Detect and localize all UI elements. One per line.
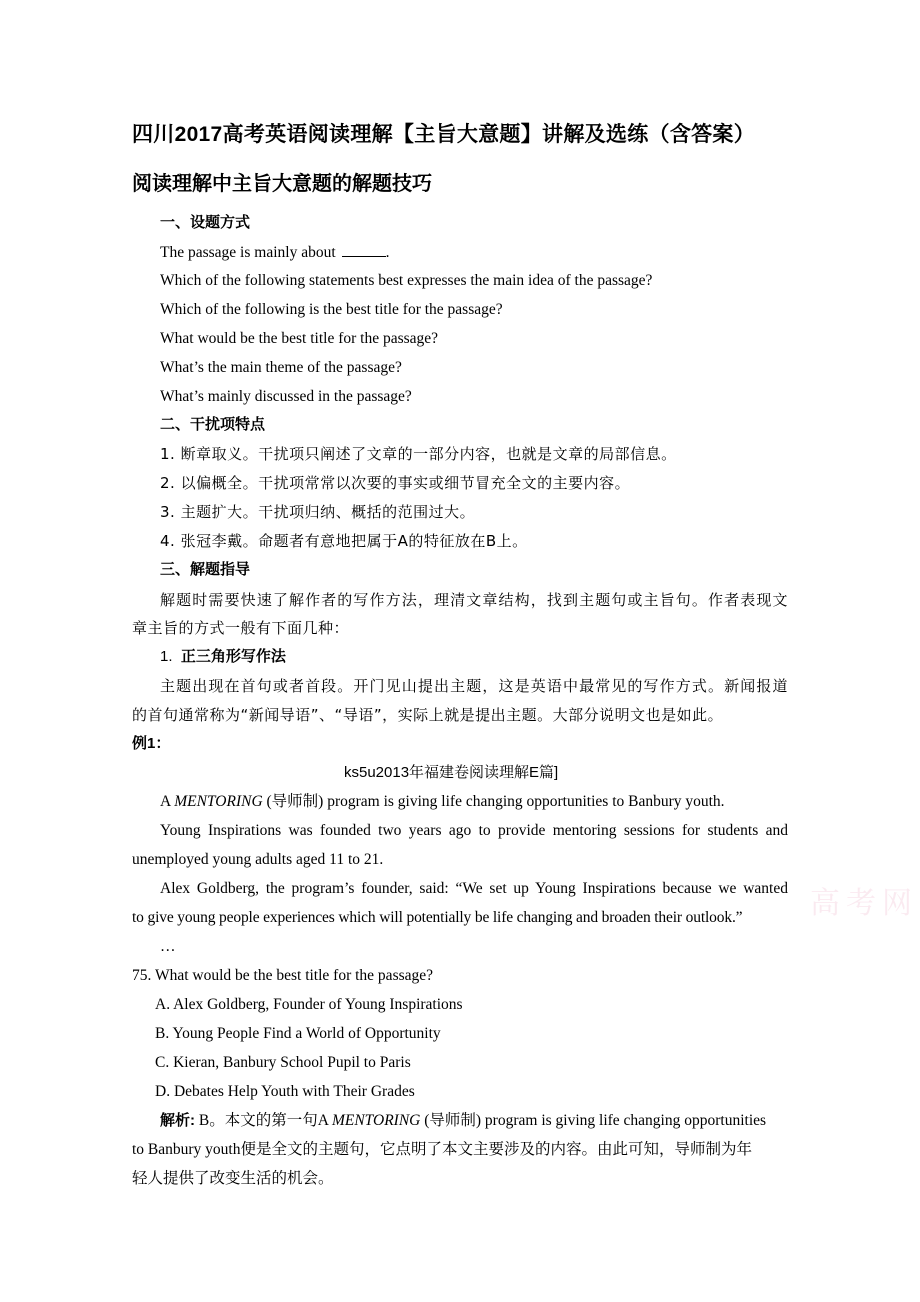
watermark: 高考网 xyxy=(810,886,918,921)
section-heading-question-forms: 一、设题方式 xyxy=(160,214,251,231)
analysis-rest: (导师制) program is giving life changing opportunities xyxy=(420,1112,767,1129)
method-desc-line-1: 主题出现在首句或者首段。开门见山提出主题，这是英语中最常见的写作方式。新闻报道 xyxy=(160,677,788,695)
distractor-item-1: 1. 断章取义。干扰项只阐述了文章的一部分内容，也就是文章的局部信息。 xyxy=(160,445,677,463)
example-paragraph-3-line-1: Alex Goldberg, the program’s founder, said: “We set up Young Inspirations because we wanted xyxy=(160,880,788,897)
question-form-1 xyxy=(160,242,390,263)
section-heading-guidance: 三、解题指导 xyxy=(160,561,251,578)
analysis-prefix: B。本文的第一句A xyxy=(195,1112,332,1129)
guidance-intro-line-2: 章主旨的方式一般有下面几种： xyxy=(132,619,350,637)
document-title: 四川2017高考英语阅读理解【主旨大意题】讲解及选练（含答案） xyxy=(132,123,756,146)
question-form-text: The passage is mainly about xyxy=(160,244,336,261)
analysis-line-1 xyxy=(160,1111,766,1131)
analysis-line-2: to Banbury youth便是全文的主题句，它点明了本文主要涉及的内容。由此可知，导师制为年 xyxy=(132,1141,752,1158)
answer-blank xyxy=(342,242,386,257)
method-heading xyxy=(160,647,286,667)
para1-prefix: A xyxy=(160,793,175,810)
distractor-item-2: 2. 以偏概全。干扰项常常以次要的事实或细节冒充全文的主要内容。 xyxy=(160,474,631,492)
question-form-6: What’s mainly discussed in the passage? xyxy=(160,388,412,405)
example-question: 75. What would be the best title for the passage? xyxy=(132,967,434,984)
guidance-intro-line-1: 解题时需要快速了解作者的写作方法，理清文章结构，找到主题句或主旨句。作者表现文 xyxy=(160,591,788,609)
example-label: 例1： xyxy=(132,735,171,752)
question-form-3: Which of the following is the best title for the passage? xyxy=(160,301,503,318)
option-d: D. Debates Help Youth with Their Grades xyxy=(155,1083,415,1100)
analysis-italic-term: MENTORING xyxy=(331,1112,421,1129)
question-form-4: What would be the best title for the passage? xyxy=(160,330,439,347)
example-ellipsis: … xyxy=(160,938,176,955)
option-c: C. Kieran, Banbury School Pupil to Paris xyxy=(155,1054,411,1071)
option-a: A. Alex Goldberg, Founder of Young Inspirations xyxy=(155,996,463,1013)
para1-italic-term: MENTORING xyxy=(174,793,263,810)
method-title: 正三角形写作法 xyxy=(180,648,286,665)
option-b: B. Young People Find a World of Opportunity xyxy=(155,1025,441,1042)
example-paragraph-2-line-1: Young Inspirations was founded two years ago to provide mentoring sessions for students and xyxy=(160,822,788,839)
analysis-line-3: 轻人提供了改变生活的机会。 xyxy=(132,1170,334,1187)
analysis-label: 解析: xyxy=(160,1112,195,1129)
distractor-item-4: 4. 张冠李戴。命题者有意地把属于A的特征放在B上。 xyxy=(160,532,528,550)
example-source: ks5u2013年福建卷阅读理解E篇] xyxy=(344,764,559,781)
question-form-2: Which of the following statements best expresses the main idea of the passage? xyxy=(160,272,653,289)
method-number: 1. xyxy=(160,648,173,665)
period: . xyxy=(385,244,390,261)
distractor-item-3: 3. 主题扩大。干扰项归纳、概括的范围过大。 xyxy=(160,503,476,521)
example-paragraph-2-line-2: unemployed young adults aged 11 to 21. xyxy=(132,851,384,868)
section-heading-distractors: 二、干扰项特点 xyxy=(160,416,266,433)
para1-rest: (导师制) program is giving life changing opportunities to Banbury youth. xyxy=(262,793,725,810)
question-form-5: What’s the main theme of the passage? xyxy=(160,359,402,376)
example-paragraph-3-line-2: to give young people experiences which will potentially be life changing and broaden their outlook.” xyxy=(132,909,743,926)
method-desc-line-2: 的首句通常称为“新闻导语”、“导语”，实际上就是提出主题。大部分说明文也是如此。 xyxy=(132,706,724,724)
example-paragraph-1 xyxy=(160,792,725,812)
document-subtitle: 阅读理解中主旨大意题的解题技巧 xyxy=(132,173,432,195)
